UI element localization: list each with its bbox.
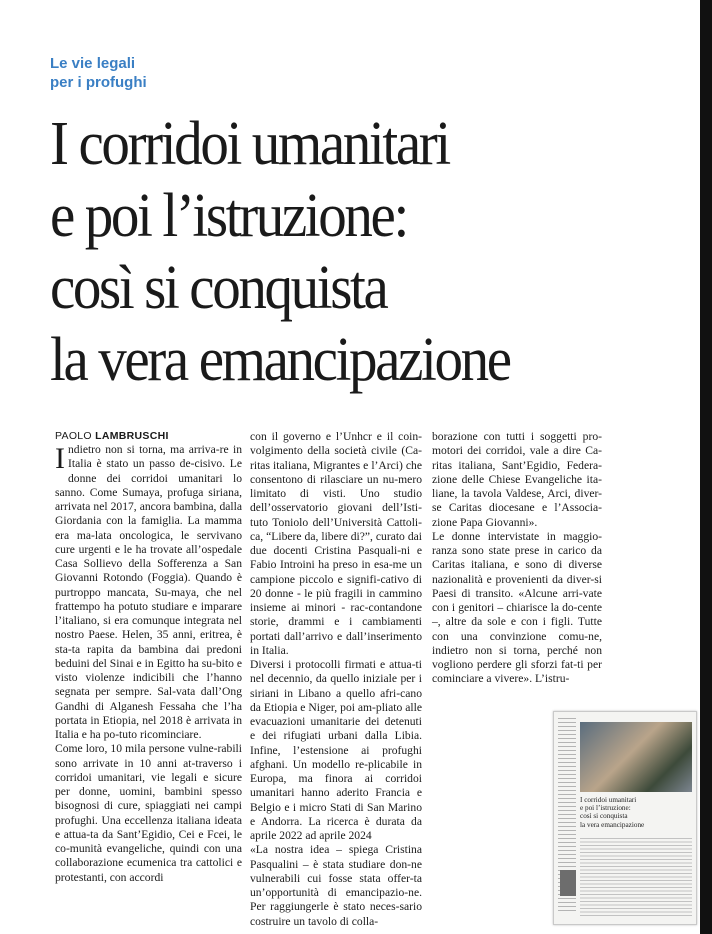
headline-line-1: I corridoi umanitari (50, 110, 449, 178)
page-edge-bar (700, 0, 712, 934)
byline-last-name: LAMBRUSCHI (95, 430, 169, 442)
byline (55, 430, 242, 443)
kicker-line-2: per i profughi (50, 74, 147, 91)
article-headline (50, 108, 639, 396)
kicker-line-1: Le vie legali (50, 55, 136, 72)
headline-line-3: così si conquista (50, 254, 387, 322)
thumbnail-body-text (580, 838, 692, 918)
headline-line-4: la vera emancipazione (50, 326, 510, 394)
thumbnail-headline-line: la vera emancipazione (580, 820, 645, 829)
paragraph: Diversi i protocolli firmati e attua-ti nel decennio, da quello iniziale per i siriani in Libano a quello afri-cano da Etiopia e Niger, poi am-pliato alle evacuazioni umanitarie dei detenuti e dei rifugiati urbani dalla Libia. Infine, l’estensione ai profughi afghani. Un modello re-plicabile in Europa, ma finora ai corridoi umanitari hanno aderito Francia e Belgio e i micro Stati di San Marino e Andorra. La ricerca è durata da aprile 2022 ad aprile 2024 (250, 658, 422, 842)
headline-line-2: e poi l’istruzione: (50, 182, 407, 250)
paragraph: Le donne intervistate in maggio-ranza sono state prese in carico da Caritas italiana, e sono di diverse nazionalità e provenienti da diver-si Paesi di transito. «Alcune arri-vate con i genitori – chiarisce la do-cente –, altre da sole e con i figli. Tutte con una convinzione comu-ne, indietro non si torna, perché non vogliono perdere gli sforzi fat-ti per cominciare a vivere». L’istru- (432, 529, 602, 686)
paragraph: Come loro, 10 mila persone vulne-rabili sono arrivate in 10 anni at-traverso i corridoi umanitari, vie legali e sicure per donne, uomini, bambini spesso bisognosi di cure, spiaggiati nei campi profughi. Una eccellenza italiana ideata e attua-ta da Sant’Egidio, Cei e Fcei, le co-munità evangeliche, quindi con una collaborazione ecumenica tra cattolici e protestanti, con accordi (55, 742, 242, 884)
thumbnail-headline-line: così si conquista (580, 812, 628, 821)
article-column-1 (55, 430, 242, 885)
paragraph: borazione con tutti i soggetti pro-motori dei corridoi, vale a dire Ca-ritas italiana, Sant’Egidio, Federa-zione delle Chiese Evangeliche ita-liane, la tavola Valdese, Arci, diver-se Caritas diocesane e l’Associa-zione Papa Giovanni». (432, 430, 602, 529)
article-column-3 (432, 430, 602, 687)
thumbnail-figure (560, 870, 576, 896)
byline-first-name: PAOLO (55, 430, 92, 442)
paragraph: con il governo e l’Unhcr e il coin-volgimento della società civile (Ca-ritas italiana, Migrantes e l’Arci) che consentono di rilasciare un nu-mero limitato di visti. Uno studio dell’osservatorio giovani dell’Isti-tuto Toniolo dell’Università Cattoli-ca, “Libere da, libere di?”, curato dai due docenti Cristina Pasquali-ni e Fabio Introini ha preso in esa-me un campione piccolo e signifi-cativo di 20 donne - le più fragili in cammino insieme ai minori - rac-contandone storie, drammi e i cambiamenti portati dall’arrivo e dall’inserimento in Italia. (250, 430, 422, 657)
thumbnail-headline-line: e poi l’istruzione: (580, 804, 631, 813)
thumbnail-photo (580, 722, 692, 792)
thumbnail-headline (580, 796, 692, 829)
page-thumbnail (553, 711, 697, 925)
paragraph: «La nostra idea – spiega Cristina Pasqualini – è stata studiare don-ne vulnerabili cui fosse stata offer-ta un’opportunità di emancipazio-ne. Per raggiungerle è stato neces-sario costruire un tavolo di colla- (250, 843, 422, 928)
section-kicker (50, 54, 147, 92)
article-column-2 (250, 430, 422, 929)
thumbnail-headline-line: I corridoi umanitari (580, 796, 637, 804)
drop-cap: I (55, 442, 65, 475)
paragraph (55, 443, 242, 742)
paragraph-text: ndietro non si torna, ma arriva-re in Italia è stato un passo de-cisivo. Le donne dei corridoi umanitari lo sanno. Come Sumaya, profuga siriana, arrivata nel 2017, ancora bambina, dalla Giordania con la famiglia. La mamma era ma-lata oncologica, le servivano cure urgenti e le ha trovate all’ospedale Casa Sollievo della Sofferenza a San Giovanni Rotondo (Foggia). Quando è purtroppo mancata, Su-maya, che nel frattempo ha potuto studiare e imparare l’italiano, si era comunque integrata nel nostro Paese. Helen, 35 anni, eritrea, è sta-ta rapita da bambina dai predoni beduini del Sinai e in Egitto ha su-bito e visto violenze indicibili che l’hanno segnata per sempre. Sal-vata dall’Ong Gandhi di Alganesh Fessaha che l’ha portata in Etiopia, nel 2018 è arrivata in Italia e ha po-tuto ricominciare. (55, 443, 242, 741)
